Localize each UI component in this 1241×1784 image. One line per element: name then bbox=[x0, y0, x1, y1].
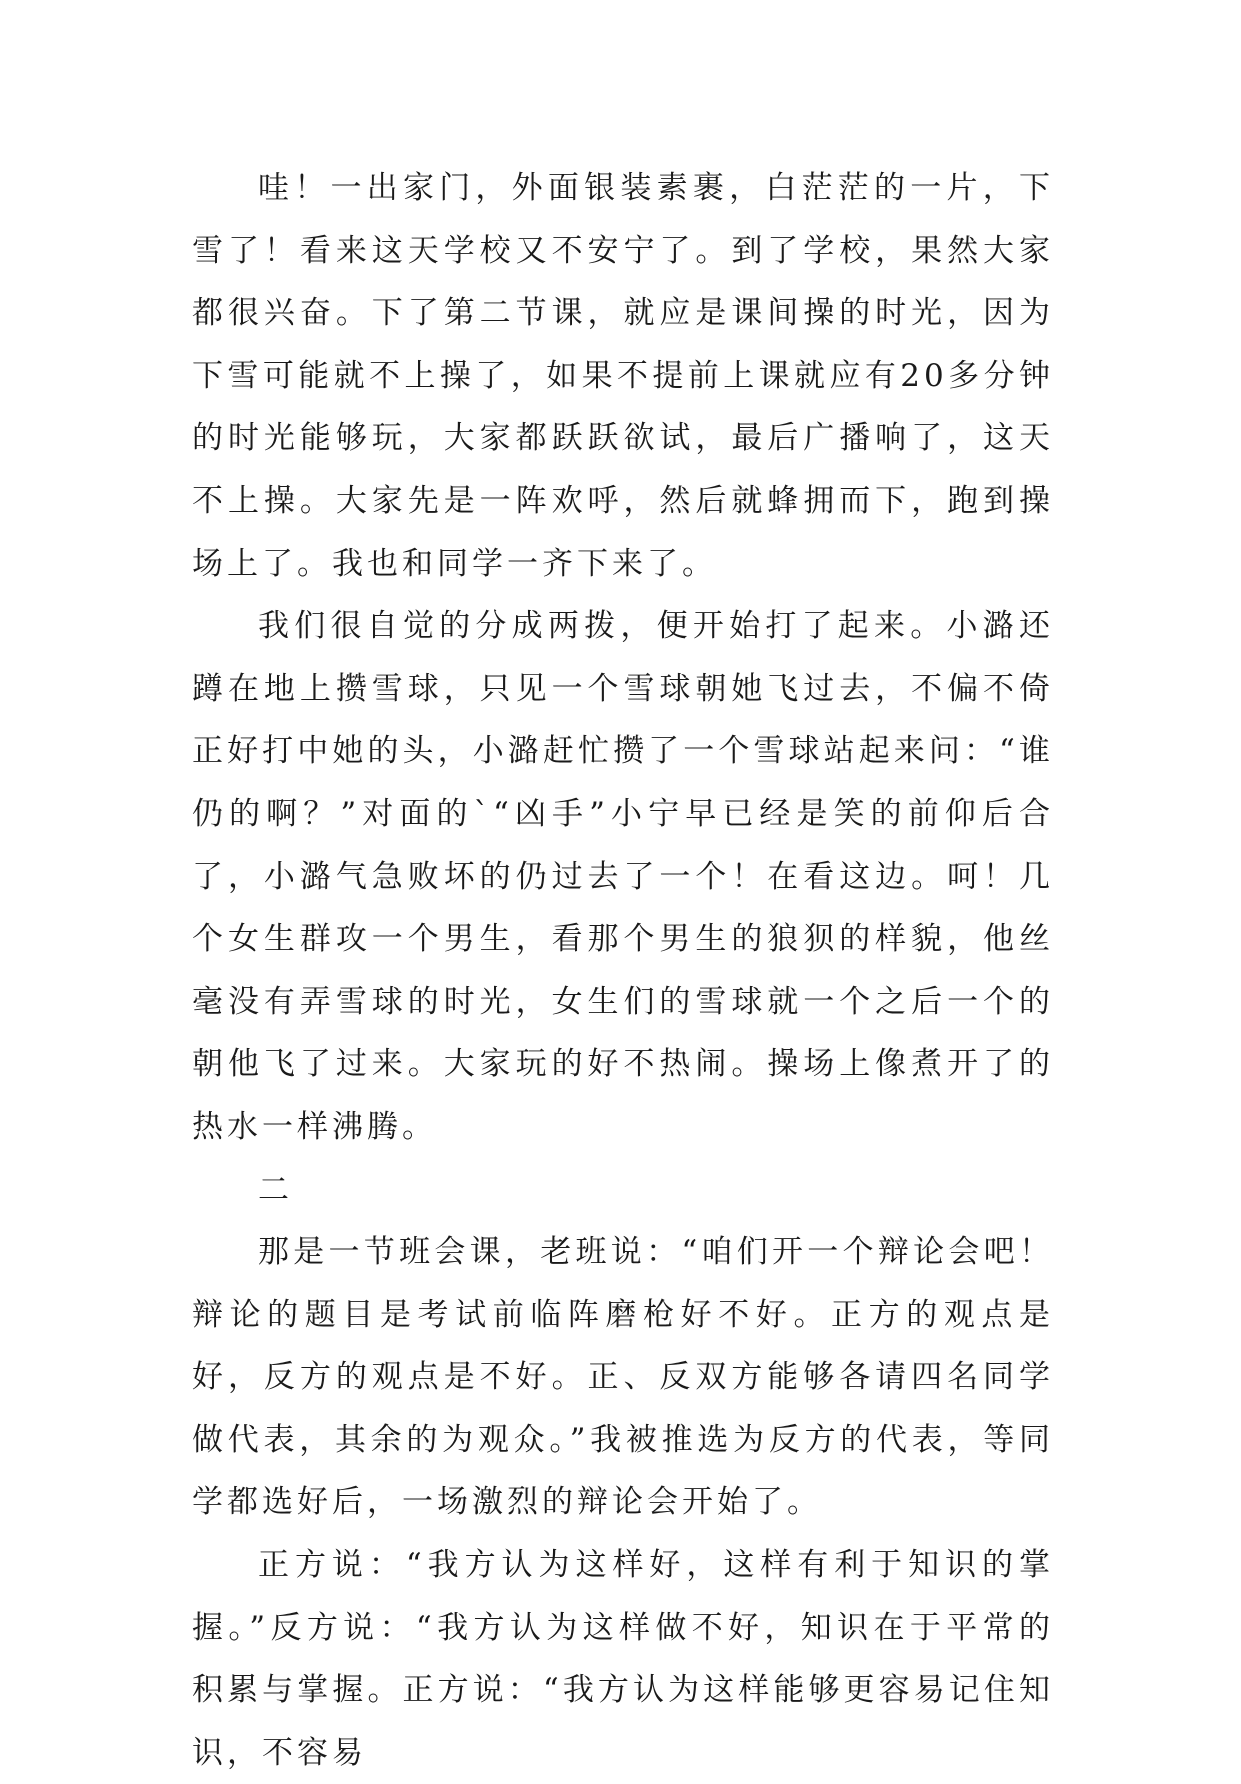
paragraph-debate-arguments: 正方说：“我方认为这样好，这样有利于知识的掌握。”反方说：“我方认为这样做不好，知识在于平常的积累与掌握。正方说：“我方认为这样能够更容易记住知识，不容易 bbox=[192, 1547, 1054, 1771]
document-body bbox=[192, 157, 1054, 1784]
paragraph-snowball-fight: 我们很自觉的分成两拨，便开始打了起来。小潞还蹲在地上攒雪球，只见一个雪球朝她飞过去，不偏不倚正好打中她的头，小潞赶忙攒了一个雪球站起来问：“谁仍的啊？”对面的`“凶手”小宁早已经是笑的前仰后合了，小潞气急败坏的仍过去了一个！在看这边。呵！几个女生群攻一个男生，看那个男生的狼狈的样貌，他丝毫没有弄雪球的时光，女生们的雪球就一个之后一个的朝他飞了过来。大家玩的好不热闹。操场上像煮开了的热水一样沸腾。 bbox=[192, 608, 1054, 1145]
section-heading-two: 二 bbox=[258, 1171, 293, 1208]
paragraph-debate-intro: 那是一节班会课，老班说：“咱们开一个辩论会吧！辩论的题目是考试前临阵磨枪好不好。正方的观点是好，反方的观点是不好。正、反双方能够各请四名同学做代表，其余的为观众。”我被推选为反方的代表，等同学都选好后，一场激烈的辩论会开始了。 bbox=[192, 1234, 1054, 1521]
paragraph-snow-morning: 哇！一出家门，外面银装素裹，白茫茫的一片，下雪了！看来这天学校又不安宁了。到了学校，果然大家都很兴奋。下了第二节课，就应是课间操的时光，因为下雪可能就不上操了，如果不提前上课就应有20多分钟的时光能够玩，大家都跃跃欲试，最后广播响了，这天不上操。大家先是一阵欢呼，然后就蜂拥而下，跑到操场上了。我也和同学一齐下来了。 bbox=[192, 170, 1054, 582]
